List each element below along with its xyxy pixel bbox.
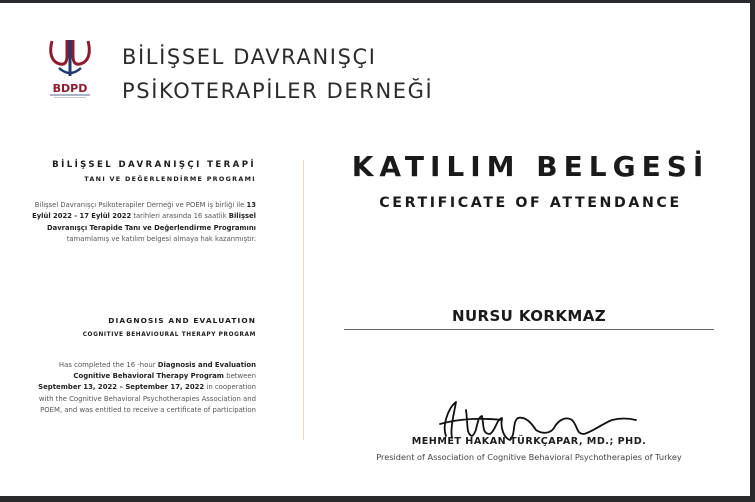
section-divider — [303, 160, 304, 440]
recipient-underline — [344, 329, 714, 330]
turkish-program-subtitle: TANI VE DEĞERLENDİRME PROGRAMI — [84, 175, 256, 183]
psi-symbol-icon — [51, 40, 90, 76]
logo-text: BDPD — [52, 82, 88, 95]
signatory-name: MEHMET HAKAN TÜRKÇAPAR, MD.; PHD. — [411, 436, 647, 447]
english-program-description: Has completed the 16 -hour Diagnosis and Evaluation Cognitive Behavioral Therapy Program between September 13, 2022 – September 17, 2022 in cooperation with the Cognitive Behavioral Psychotherapies Association and POEM, and was entitled to receive a certificate of participation — [38, 361, 256, 414]
certificate-title-english: CERTIFICATE OF ATTENDANCE — [379, 195, 682, 211]
english-program-title: DIAGNOSIS AND EVALUATION — [108, 316, 256, 325]
signatory-role: President of Association of Cognitive Behavioral Psychotherapies of Turkey — [376, 452, 682, 462]
organization-name — [122, 40, 433, 108]
organization-name-line2: PSİKOTERAPİLER DERNEĞİ — [122, 79, 434, 103]
certificate-title-turkish: KATILIM BELGESİ — [351, 150, 710, 183]
turkish-program-description: Bilişsel Davranışçı Psikoterapiler Derneği ve POEM iş birliği ile 13 Eylül 2022 - 17 Eylül 2022 tarihleri arasında 16 saatlik Bilişsel Davranışçı Terapide Tanı ve Değerlendirme Programını tamamlamış ve katılım belgesi almaya hak kazanmıştır. — [32, 201, 256, 244]
english-program-subtitle: COGNITIVE BEHAVIOURAL THERAPY PROGRAM — [82, 332, 256, 338]
organization-name-line1: BİLİŞSEL DAVRANIŞÇI — [122, 45, 377, 69]
bdpd-logo — [46, 38, 94, 100]
recipient-name: NURSU KORKMAZ — [452, 307, 606, 325]
window-top-edge — [0, 0, 755, 3]
turkish-program-title: BİLİŞSEL DAVRANIŞÇI TERAPİ — [52, 160, 256, 170]
